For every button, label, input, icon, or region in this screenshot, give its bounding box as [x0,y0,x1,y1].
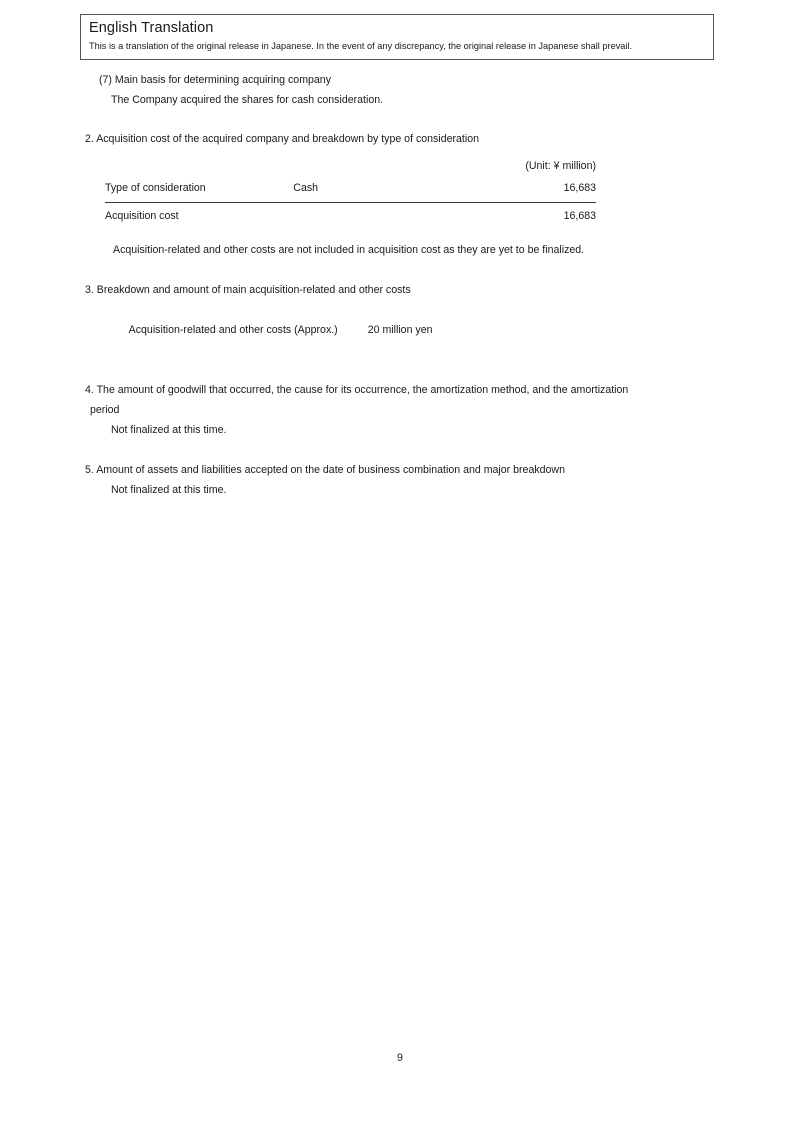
table-cell-value: Cash [293,182,319,194]
consideration-table-wrap [0,157,800,230]
english-translation-banner [80,14,714,60]
table-cell-amount: 16,683 [563,182,596,194]
table-row [105,203,596,231]
section-2-note: Acquisition-related and other costs are not included in acquisition cost as they are yet to be finalized. [113,244,585,256]
table-cell-label: Type of consideration [105,182,206,194]
table-cell-amount: 16,683 [470,203,596,231]
spacer [0,230,800,240]
section-3-heading: 3. Breakdown and amount of main acquisition-related and other costs [85,284,411,296]
section-4-heading-line2: period [90,404,120,416]
document-content [0,70,800,500]
table-unit-label: (Unit: ¥ million) [525,160,596,172]
table-cell-label: Acquisition cost [105,203,293,231]
spacer [0,440,800,460]
spacer [0,360,800,380]
section-7-heading: (7) Main basis for determining acquiring company [99,74,331,86]
section-5-heading: 5. Amount of assets and liabilities accepted on the date of business combination and major breakdown [85,464,565,476]
english-translation-title: English Translation [89,20,214,36]
section-3-body-value: 20 million yen [367,324,433,336]
spacer [0,110,800,129]
page-number: 9 [397,1052,403,1064]
section-5-body: Not finalized at this time. [111,484,227,496]
section-2-heading: 2. Acquisition cost of the acquired company and breakdown by type of consideration [85,133,479,145]
consideration-table [105,175,596,230]
section-4-body: Not finalized at this time. [111,424,227,436]
table-row [105,175,596,203]
section-3-body [111,300,800,360]
english-translation-disclaimer: This is a translation of the original release in Japanese. In the event of any discrepancy, the original release in Japanese shall prevail. [89,41,633,51]
section-7-body: The Company acquired the shares for cash consideration. [111,94,384,106]
table-cell-value [293,203,470,231]
spacer [0,260,800,280]
section-3-body-label: Acquisition-related and other costs (Approx.) [128,324,338,336]
section-4-heading-line1: 4. The amount of goodwill that occurred, the cause for its occurrence, the amortization method, and the amortization [85,384,629,396]
